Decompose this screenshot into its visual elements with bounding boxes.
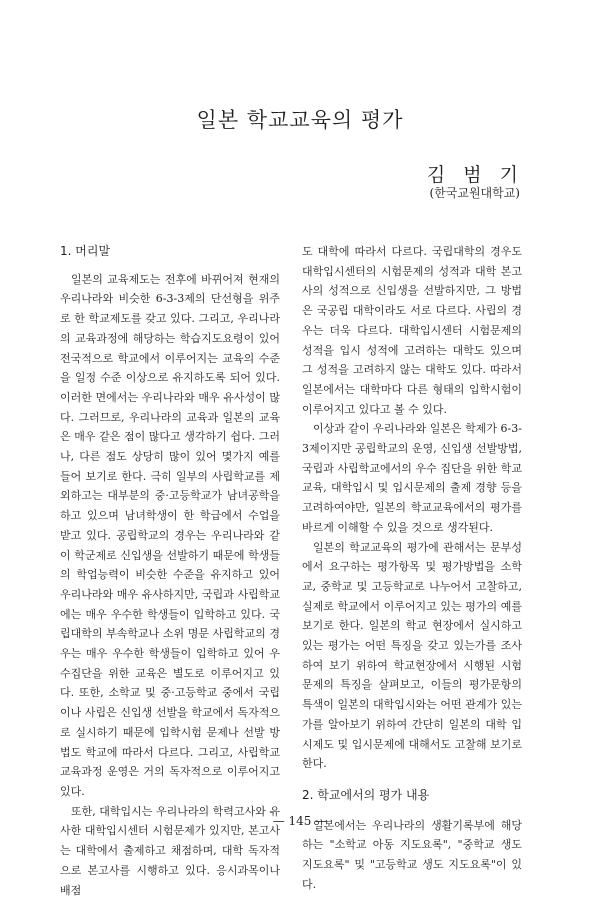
body-paragraph: 일본의 교육제도는 전후에 바뀌어져 현재의 우리나라와 비슷한 6-3-3제의 단선형을 위주로 한 학교제도를 갖고 있다. 그리고, 우리나라의 교육과정에 해당하는 학습지도요령이 있어 전국적으로 학교에서 이루어지는 교육의 수준을 일정 수준 이상으로 유지하도록 되어 있다. 이러한 면에서는 우리나라와 매우 유사성이 많다. 그러므로, 우리나라의 교육과 일본의 교육은 매우 같은 점이 많다고 생각하기 쉽다. 그러나, 다른 점도 상당히 많이 있어 몇가지 예를 들어 보기로 한다. 극히 일부의 사립학교를 제외하고는 대부분의 중·고등학교가 남녀공학을 하고 있으며 남녀학생이 한 학급에서 수업을 받고 있다. 공립학교의 경우는 우리나라와 같이 학군제로 신입생을 선발하기 때문에 학생들의 학업능력이 비슷한 수준을 유지하고 있어 우리나라와 매우 유사하지만, 국립과 사립학교에는 매우 우수한 학생들이 입학하고 있다. 국립대학의 부속학교나 소위 명문 사립학교의 경우는 매우 우수한 학생들이 입학하고 있어 우수집단을 위한 교육은 별도로 이루어지고 있다. 또한, 소학교 및 중·고등학교 중에서 국립이나 사립은 신입생 선발을 학교에서 독자적으로 실시하기 때문에 입학시험 문제나 선발 방법도 학교에 따라서 다르다. 그리고, 사립학교 교육과정 운영은 거의 독자적으로 이루어지고 있다. bbox=[60, 272, 280, 798]
section-heading-school-evaluation: 2. 학교에서의 평가 내용 bbox=[302, 787, 430, 802]
body-paragraph: 이상과 같이 우리나라와 일본은 학제가 6-3-3제이지만 공립학교의 운영, 신입생 선발방법, 국립과 사립학교에서의 우수 집단을 위한 학교 교육, 대학입시 및 입시문제의 출제 경향 등을 고려하여야만, 일본의 학교교육에서의 평가를 바르게 이해할 수 있을 것으로 생각된다. bbox=[302, 422, 522, 534]
author-affiliation: (한국교원대학교) bbox=[429, 186, 520, 200]
page-number: — 145 — bbox=[272, 814, 328, 828]
page-title: 일본 학교교육의 평가 bbox=[196, 108, 404, 132]
left-column bbox=[60, 242, 280, 900]
body-paragraph: 일본에서는 우리나라의 생활기록부에 해당하는 "소학교 아동 지도요록", "중학교 생도 지도요록" 및 "고등학교 생도 지도요록"이 있다. bbox=[302, 818, 522, 891]
section-heading-introduction: 1. 머리말 bbox=[60, 244, 111, 258]
right-column bbox=[302, 242, 522, 895]
body-paragraph: 또한, 대학입시는 우리나라의 학력고사와 유사한 대학입시센터 시험문제가 있지만, 본고사는 대학에서 출제하고 채점하며, 대학 독자적으로 본고사를 시행하고 있다. 응시과목이나 배점 bbox=[60, 804, 280, 897]
body-paragraph: 도 대학에 따라서 다르다. 국립대학의 경우도 대학입시센터의 시험문제의 성적과 대학 본고사의 성적으로 신입생을 선발하지만, 그 방법은 국공립 대학이라도 서로 다르다. 사립의 경우는 더욱 다르다. 대학입시센터 시험문제의 성적을 입시 성적에 고려하는 대학도 있으며 그 성적을 고려하지 않는 대학도 있다. 따라서 일본에서는 대학마다 다른 형태의 입학시험이 이루어지고 있다고 볼 수 있다. bbox=[302, 245, 522, 416]
body-paragraph: 일본의 학교교육의 평가에 관해서는 문부성에서 요구하는 평가항목 및 평가방법을 소학교, 중학교 및 고등학교로 나누어서 고찰하고, 실제로 학교에서 이루어지고 있는 평가의 예를 보기로 한다. 일본의 학교 현장에서 실시하고 있는 평가는 어떤 특징을 갖고 있는가를 조사하여 보기 위하여 학교현장에서 시행된 시험 문제의 특징을 살펴보고, 이들의 평가문항의 특색이 일본의 대학입시와는 어떤 관계가 있는가를 알아보기 위하여 간단히 일본의 대학 입시제도 및 입시문제에 대해서도 고찰해 보기로 한다. bbox=[302, 540, 522, 771]
author-name: 김 범 기 bbox=[426, 164, 524, 186]
